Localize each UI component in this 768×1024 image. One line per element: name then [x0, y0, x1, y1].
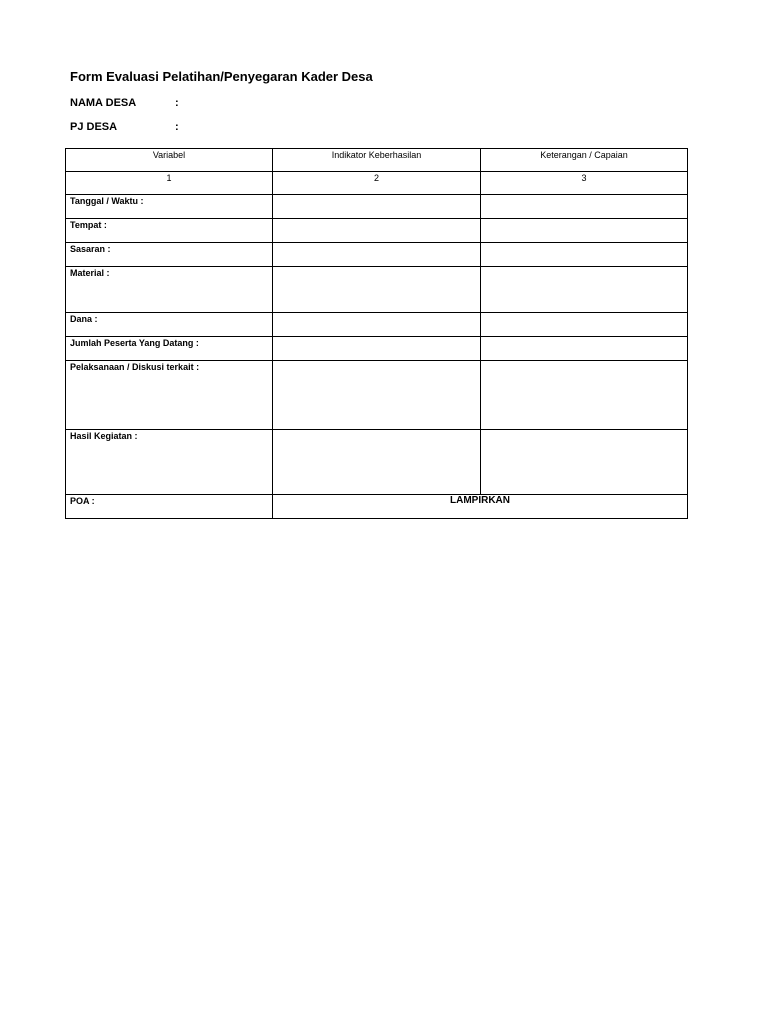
keterangan-cell[interactable] — [481, 219, 688, 243]
header-keterangan: Keterangan / Capaian — [481, 149, 688, 172]
column-number-2: 2 — [273, 172, 481, 195]
form-title: Form Evaluasi Pelatihan/Penyegaran Kader Desa — [70, 69, 373, 84]
nama-desa-label: NAMA DESA — [70, 97, 137, 109]
table-row — [66, 313, 688, 337]
table-row-poa — [66, 495, 688, 519]
table-header-row — [66, 149, 688, 172]
keterangan-cell[interactable] — [481, 430, 688, 495]
table-row — [66, 195, 688, 219]
indikator-cell[interactable] — [273, 313, 481, 337]
keterangan-cell[interactable] — [481, 337, 688, 361]
evaluation-table — [65, 148, 688, 519]
row-label-material: Material : — [66, 267, 273, 313]
keterangan-cell[interactable] — [481, 267, 688, 313]
keterangan-cell[interactable] — [481, 195, 688, 219]
row-label-tempat: Tempat : — [66, 219, 273, 243]
table-row — [66, 219, 688, 243]
header-variabel: Variabel — [66, 149, 273, 172]
indikator-cell[interactable] — [273, 195, 481, 219]
row-label-hasil-kegiatan: Hasil Kegiatan : — [66, 430, 273, 495]
row-label-poa: POA : — [66, 495, 273, 519]
table-row — [66, 337, 688, 361]
indikator-cell[interactable] — [273, 243, 481, 267]
keterangan-cell[interactable] — [481, 361, 688, 430]
pj-desa-colon: : — [175, 121, 179, 133]
row-label-jumlah-peserta: Jumlah Peserta Yang Datang : — [66, 337, 273, 361]
table-row — [66, 361, 688, 430]
row-label-sasaran: Sasaran : — [66, 243, 273, 267]
indikator-cell[interactable] — [273, 430, 481, 495]
row-label-tanggal: Tanggal / Waktu : — [66, 195, 273, 219]
keterangan-cell[interactable] — [481, 243, 688, 267]
header-indikator: Indikator Keberhasilan — [273, 149, 481, 172]
keterangan-cell[interactable] — [481, 313, 688, 337]
indikator-cell[interactable] — [273, 361, 481, 430]
table-number-row — [66, 172, 688, 195]
table-row — [66, 430, 688, 495]
indikator-cell[interactable] — [273, 337, 481, 361]
column-number-3: 3 — [481, 172, 688, 195]
table-row — [66, 243, 688, 267]
row-label-pelaksanaan: Pelaksanaan / Diskusi terkait : — [66, 361, 273, 430]
table-row — [66, 267, 688, 313]
indikator-cell[interactable] — [273, 267, 481, 313]
pj-desa-label: PJ DESA — [70, 121, 118, 133]
poa-lampirkan: LAMPIRKAN — [273, 495, 688, 519]
indikator-cell[interactable] — [273, 219, 481, 243]
column-number-1: 1 — [66, 172, 273, 195]
row-label-dana: Dana : — [66, 313, 273, 337]
nama-desa-colon: : — [175, 97, 179, 109]
